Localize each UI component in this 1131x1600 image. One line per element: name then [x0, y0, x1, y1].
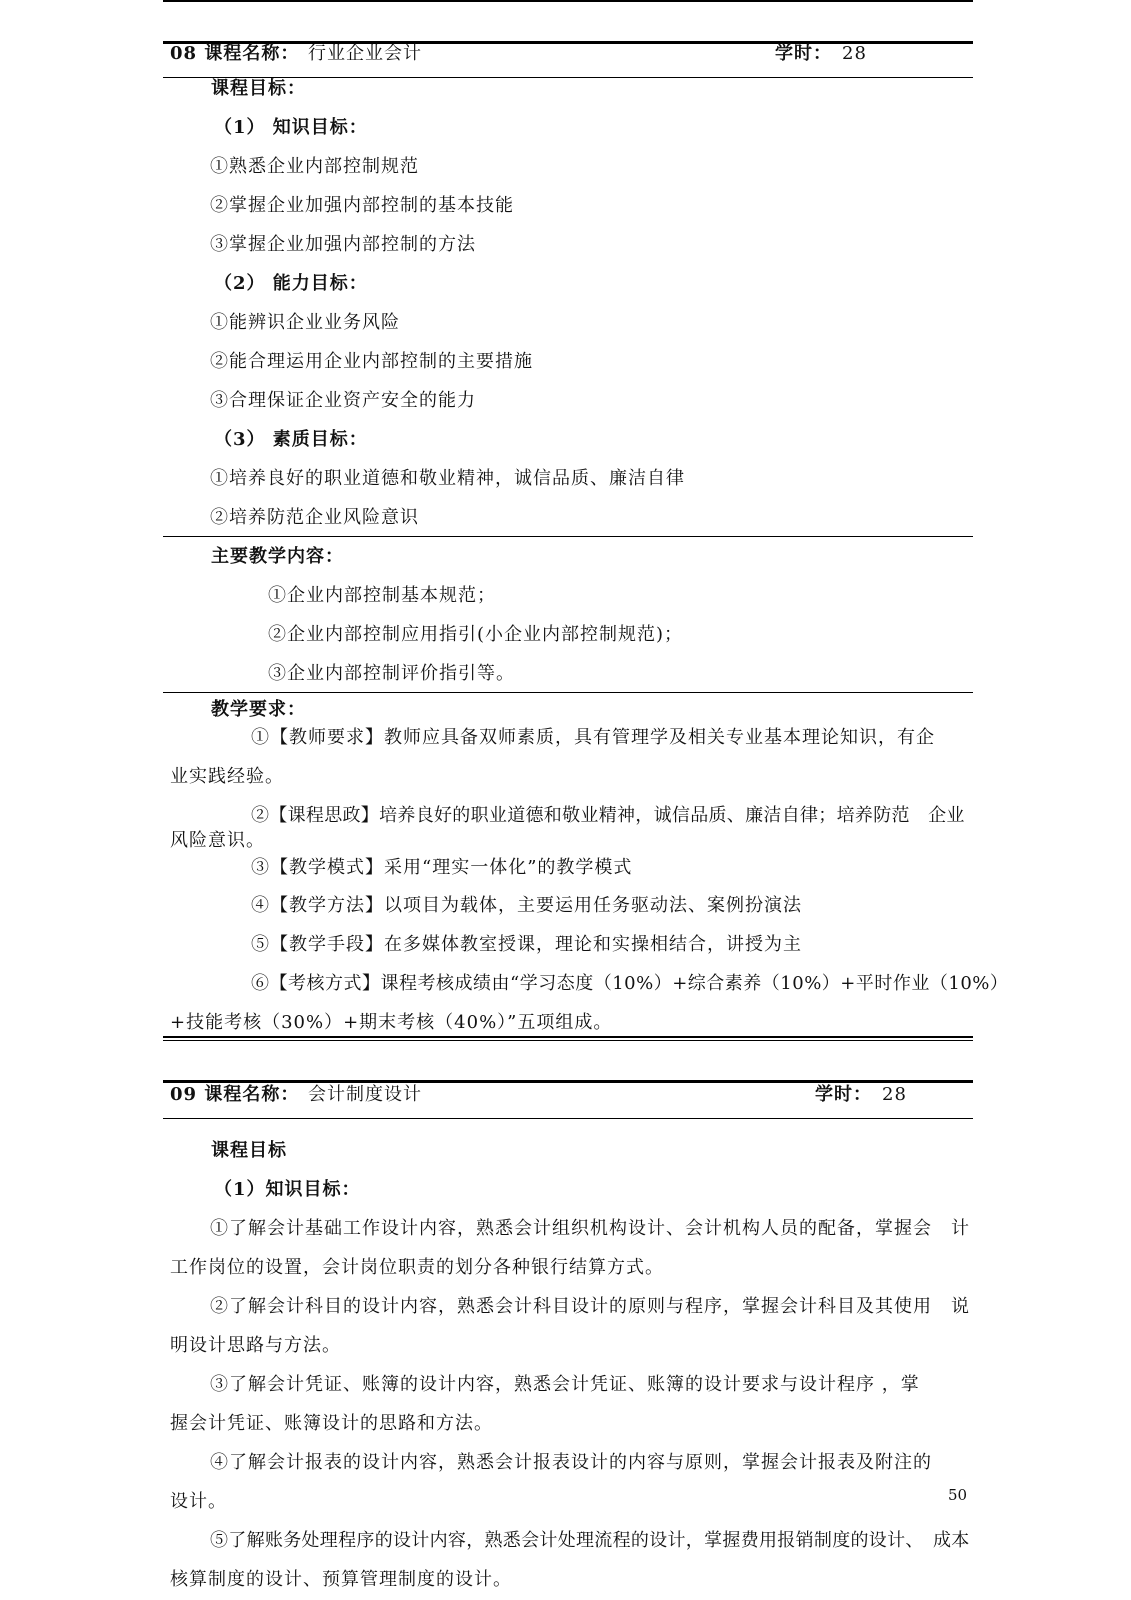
- c08-knowledge-item: ③掌握企业加强内部控制的方法: [210, 234, 476, 255]
- c08-req-line: 业实践经验。: [170, 766, 284, 787]
- c09-line: ③了解会计凭证、账簿的设计内容，熟悉会计凭证、账簿的设计要求与设计程序 ，掌: [210, 1374, 920, 1395]
- c09-line: 明设计思路与方法。: [170, 1335, 341, 1356]
- c08-req-line: ④【教学方法】以项目为载体，主要运用任务驱动法、案例扮演法: [251, 895, 802, 916]
- c08-req-line: ②【课程思政】培养良好的职业道德和敬业精神，诚信品质、廉洁自律；培养防范 企业: [251, 805, 965, 826]
- c08-content-item: ③企业内部控制评价指引等。: [268, 663, 515, 684]
- c08-req-title: 教学要求：: [211, 699, 306, 720]
- c09-line: 设计。: [170, 1491, 227, 1512]
- c08-quality-item: ②培养防范企业风险意识: [210, 507, 419, 528]
- c08-end-rule-2: [163, 1040, 973, 1041]
- c08-req-line: +技能考核（30%）+期末考核（40%）”五项组成。: [170, 1012, 613, 1033]
- c08-knowledge-item: ①熟悉企业内部控制规范: [210, 156, 419, 177]
- c09-line: ②了解会计科目的设计内容，熟悉会计科目设计的原则与程序，掌握会计科目及其使用 说: [210, 1296, 970, 1317]
- c09-course-name: 会计制度设计: [308, 1084, 422, 1105]
- c08-ability-item: ①能辨识企业业务风险: [210, 312, 400, 333]
- c08-hours: 28: [842, 43, 867, 64]
- c08-content-title: 主要教学内容：: [211, 546, 344, 567]
- c09-header-bottom-rule: [163, 1118, 973, 1119]
- top-rule: [163, 0, 973, 2]
- c08-hours-label: 学时：: [775, 43, 832, 64]
- c08-knowledge-title: （1） 知识目标：: [214, 117, 368, 138]
- c08-req-line: ⑤【教学手段】在多媒体教室授课，理论和实操相结合，讲授为主: [251, 934, 802, 955]
- page-number: 50: [948, 1486, 968, 1504]
- c09-knowledge-title: （1）知识目标：: [214, 1179, 361, 1200]
- c08-req-line: 风险意识。: [170, 830, 265, 851]
- c09-line: ④了解会计报表的设计内容，熟悉会计报表设计的内容与原则，掌握会计报表及附注的: [210, 1452, 932, 1473]
- c09-number-label: 09 课程名称：: [170, 1084, 300, 1105]
- c08-req-line: ⑥【考核方式】课程考核成绩由“学习态度（10%）+综合素养（10%）+平时作业（10%）: [251, 973, 1009, 994]
- c08-req-rule: [163, 692, 973, 693]
- c09-line: 工作岗位的设置，会计岗位职责的划分各种银行结算方式。: [170, 1257, 664, 1278]
- c08-content-item: ①企业内部控制基本规范；: [268, 585, 496, 606]
- c09-hours: 28: [882, 1084, 907, 1105]
- c08-end-rule-1: [163, 1036, 973, 1038]
- c08-ability-item: ③合理保证企业资产安全的能力: [210, 390, 476, 411]
- c08-quality-title: （3） 素质目标：: [214, 429, 368, 450]
- c09-line: 握会计凭证、账簿设计的思路和方法。: [170, 1413, 493, 1434]
- c08-course-name: 行业企业会计: [308, 43, 422, 64]
- c09-line: 核算制度的设计、预算管理制度的设计。: [170, 1569, 512, 1590]
- c08-quality-item: ①培养良好的职业道德和敬业精神，诚信品质、廉洁自律: [210, 468, 685, 489]
- c09-goals-title: 课程目标: [211, 1140, 287, 1161]
- c08-number-label: 08 课程名称：: [170, 43, 300, 64]
- c08-knowledge-item: ②掌握企业加强内部控制的基本技能: [210, 195, 514, 216]
- c08-req-line: ③【教学模式】采用“理实一体化”的教学模式: [251, 857, 633, 878]
- c08-content-item: ②企业内部控制应用指引(小企业内部控制规范)；: [268, 624, 684, 645]
- c08-goals-title: 课程目标：: [211, 78, 306, 99]
- c09-line: ⑤了解账务处理程序的设计内容，熟悉会计处理流程的设计，掌握费用报销制度的设计、 成本: [210, 1530, 970, 1551]
- c08-ability-title: （2） 能力目标：: [214, 273, 368, 294]
- c08-ability-item: ②能合理运用企业内部控制的主要措施: [210, 351, 533, 372]
- c09-header-top-rule: [163, 1080, 973, 1083]
- c08-content-rule: [163, 536, 973, 537]
- c08-req-line: ①【教师要求】教师应具备双师素质，具有管理学及相关专业基本理论知识，有企: [251, 727, 935, 748]
- c09-hours-label: 学时：: [815, 1084, 872, 1105]
- c09-line: ①了解会计基础工作设计内容，熟悉会计组织机构设计、会计机构人员的配备，掌握会 计: [210, 1218, 970, 1239]
